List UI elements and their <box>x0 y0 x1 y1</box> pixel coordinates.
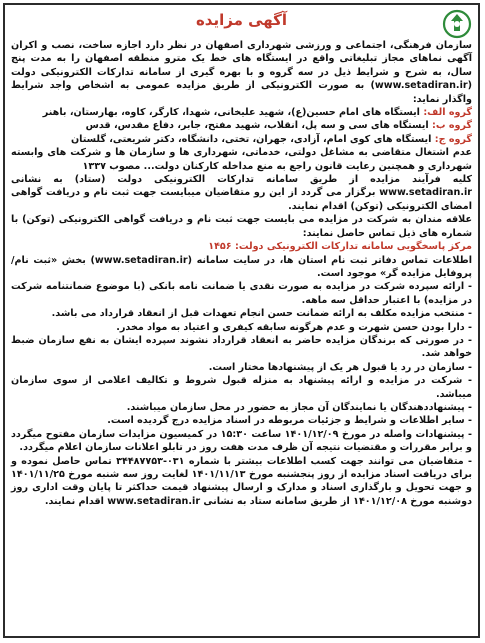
condition-item: - شرکت در مزایده و ارائه پیشنهاد به منزله قبول شروط و تکالیف اعلامی از سوی سازمان میباشد. <box>11 375 472 400</box>
notice-body <box>11 39 472 632</box>
intro-paragraph: سازمان فرهنگی، اجتماعی و ورزشی شهرداری اصفهان در نظر دارد اجازه ساخت، نصب و اکران آگهی نماهای مجاز تبلیغاتی واقع در ایستگاه های خط یک مترو منطقه اصفهان را به مدت پنج سال، به شرح و شرایط ذیل در سه گروه و با بهره گیری از سامانه تدارکات الکترونیکی دولت (www.setadiran.ir) به صورت الکترونیکی از طریق مزایده عمومی به اشخاص واجد شرایط واگذار نماید: <box>11 40 472 105</box>
opening-date-item: - پیشنهادات واصله در مورخ ۱۴۰۱/۱۲/۰۹ ساعت ۱۵:۳۰ در کمیسیون مزایدات سازمان مفتوح میگردد و برابر مقررات و مقتضیات نتیجه آن ظرف مدت هفت روز در تابلو اعلانات سازمان اعلام میگردد. <box>11 428 472 454</box>
group-b-label: گروه ب: <box>432 120 472 132</box>
registration-paragraph: علاقه مندان به شرکت در مزایده می بایست جهت ثبت نام و دریافت گواهی الکترونیکی (توکن) با شماره های ذیل تماس حاصل نمایند: <box>11 214 472 239</box>
condition-item: - منتخب مزایده مکلف به ارائه ضمانت حسن انجام تعهدات قبل از انعقاد قرارداد می باشد. <box>51 308 472 320</box>
condition-item: - دارا بودن حسن شهرت و عدم هرگونه سابقه کیفری و اعتیاد به مواد مخدر. <box>116 321 472 333</box>
group-a <box>11 106 472 119</box>
condition-item: - سایر اطلاعات و شرایط و جزئیات مربوطه در اسناد مزایده درج گردیده است. <box>107 415 472 427</box>
group-c-text: ایستگاه های کوی امام، آزادی، جهران، تختی، دانشگاه، دکتر شریعتی، گلستان <box>70 133 435 145</box>
process-paragraph: کلیه فرآیند مزایده از طریق سامانه تدارکات الکترونیکی دولت (ستاد) به نشانی www.setadiran.ir برگزار می گردد از این رو متقاضیان میبایست جهت ثبت نام و دریافت گواهی امضای الکترونیکی (توکن) اقدام نمایند. <box>11 174 472 212</box>
group-b <box>11 119 472 132</box>
condition-item: - ارائه سپرده شرکت در مزایده به صورت نقدی یا ضمانت نامه بانکی (با موضوع ضمانتنامه شرکت در مزایده) با اعتبار حداقل سه ماهه. <box>11 281 472 306</box>
group-c-label: گروه ج: <box>434 133 472 145</box>
eligibility-paragraph: عدم اشتغال متقاضی به مشاغل دولتی، خدماتی، شهرداری ها و سازمان ها و شرکت های وابسته شهرداری و همچنین رعایت قانون راجع به منع مداخله کارکنان دولت... مصوب ۱۳۳۷ <box>11 147 472 172</box>
contact-deadline-item: - متقاضیان می توانند جهت کسب اطلاعات بیشتر با شماره ۰۳۱-۳۴۴۸۷۷۵۳ تماس حاصل نموده و برای دریافت اسناد مزایده از روز پنجشنبه مورخ ۱۴۰۱/۱۱/۱۳ لغایت روز سه شنبه مورخ ۱۴۰۱/۱۱/۲۵ و جهت تحویل و بارگذاری اسناد و مدارک و ارسال پیشنهاد قیمت حداکثر تا پایان وقت اداری روز دوشنبه مورخ ۱۴۰۱/۱۲/۰۸ از طریق سامانه ستاد به نشانی www.setadiran.ir اقدام نمایند. <box>11 455 472 507</box>
condition-item: - سازمان در رد یا قبول هر یک از پیشنهادها مختار است. <box>208 361 472 373</box>
condition-item: اطلاعات تماس دفاتر ثبت نام استان ها، در سایت سامانه (www.setadiran.ir) بخش «ثبت نام/پروفایل مزایده گر» موجود است. <box>11 254 472 279</box>
condition-item: - در صورتی که برندگان مزایده حاضر به انعقاد قرارداد نشوند سپرده ایشان به نفع سازمان ضبط خواهد شد. <box>11 334 472 360</box>
support-center: مرکز پاسخگویی سامانه تدارکات الکترونیکی دولت: ۱۴۵۶ <box>208 241 472 253</box>
group-a-label: گروه الف: <box>423 107 472 119</box>
group-a-text: ایستگاه های امام حسین(ع)، شهید علیخانی، شهدا، کارگر، کاوه، بهارستان، باهنر <box>42 107 424 119</box>
notice-frame <box>3 3 480 638</box>
group-b-text: ایستگاه های سی و سه پل، انقلاب، شهید مفتح، جابر، دفاع مقدس، قدس <box>85 120 432 132</box>
condition-item: - پیشنهاددهندگان یا نمایندگان آن مجاز به حضور در محل سازمان میباشند. <box>126 401 472 413</box>
notice-title: آگهی مزایده <box>195 11 288 29</box>
group-c <box>11 133 472 146</box>
